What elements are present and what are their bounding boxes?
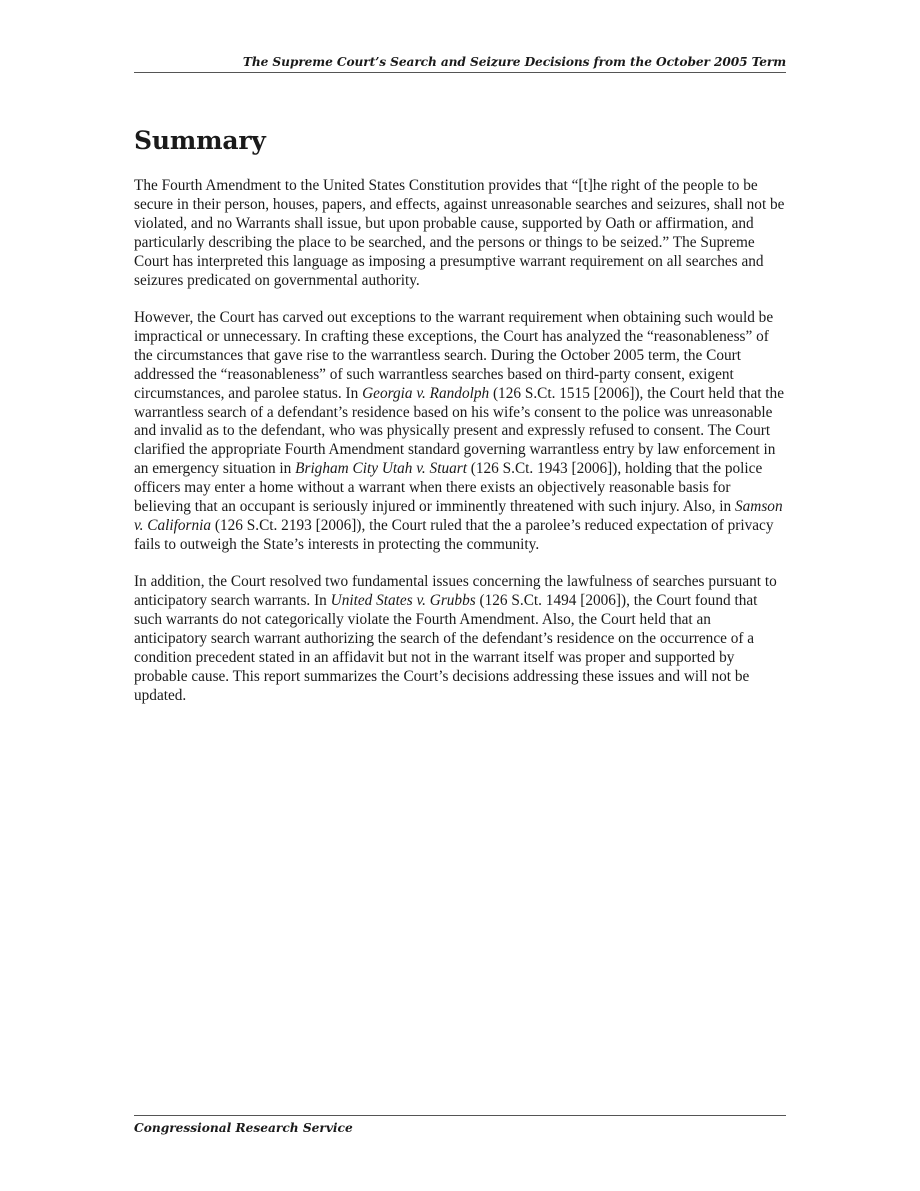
- paragraph-2-text-b: (126 S.Ct. 1515 [2006]), the Court held that the warrantless search of a defendant’s residence based on his wife’s consent to the police was unreasonable and invalid as to the defendant, who was physically present and expressly refused to consent. The Court clarified the appropriate Fourth Amendment standard governing warrantless entry by law enforcement in an emergency situation in: [134, 384, 784, 478]
- summary-body: [134, 177, 786, 724]
- header-divider: [134, 72, 786, 73]
- paragraph-1: The Fourth Amendment to the United States Constitution provides that “[t]he right of the people to be secure in their person, houses, papers, and effects, against unreasonable searches and seizures, shall not be violated, and no Warrants shall issue, but upon probable cause, supported by Oath or affirmation, and particularly describing the place to be searched, and the persons or things to be seized.” The Supreme Court has interpreted this language as imposing a presumptive warrant requirement on all searches and seizures predicated on governmental authority.: [134, 177, 785, 289]
- case-name-brigham-city-v-stuart: Brigham City Utah v. Stuart: [295, 460, 467, 478]
- paragraph-2-text-a: However, the Court has carved out exceptions to the warrant requirement when obtaining such would be impractical or unnecessary. In crafting these exceptions, the Court has analyzed the “reasonableness” of the circumstances that gave rise to the warrantless search. During the October 2005 term, the Court addressed the “reasonableness” of such warrantless searches based on third-party consent, exigent circumstances, and parolee status. In: [134, 309, 774, 402]
- case-name-samson-v-california: Samson v. California: [134, 498, 783, 534]
- paragraph-2-text-c: (126 S.Ct. 1943 [2006]), holding that the police officers may enter a home without a warrant when there exists an objectively reasonable basis for believing that an occupant is seriously injured or imminently threatened with such injury. Also, in: [134, 460, 763, 516]
- footer-divider: [134, 1115, 786, 1116]
- case-name-united-states-v-grubbs: United States v. Grubbs: [330, 592, 476, 610]
- paragraph-2-text-d: (126 S.Ct. 2193 [2006]), the Court ruled that the a parolee’s reduced expectation of privacy fails to outweigh the State’s interests in protecting the community.: [134, 517, 774, 553]
- paragraph-3-text-b: (126 S.Ct. 1494 [2006]), the Court found that such warrants do not categorically violate the Fourth Amendment. Also, the Court held that an anticipatory search warrant authorizing the search of the defendant’s residence on the occurrence of a condition precedent stated in an affidavit but not in the warrant itself was proper and supported by probable cause. This report summarizes the Court’s decisions addressing these issues and will not be updated.: [134, 592, 758, 704]
- section-title: Summary: [134, 126, 266, 155]
- paragraph-3: [134, 573, 786, 705]
- case-name-georgia-v-randolph: Georgia v. Randolph: [362, 384, 490, 402]
- footer-publisher: Congressional Research Service: [134, 1121, 353, 1135]
- paragraph-2: [134, 309, 786, 555]
- running-header: The Supreme Court’s Search and Seizure Decisions from the October 2005 Term: [242, 55, 786, 69]
- paragraph-3-text-a: In addition, the Court resolved two fundamental issues concerning the lawfulness of searches pursuant to anticipatory search warrants. In: [134, 573, 777, 610]
